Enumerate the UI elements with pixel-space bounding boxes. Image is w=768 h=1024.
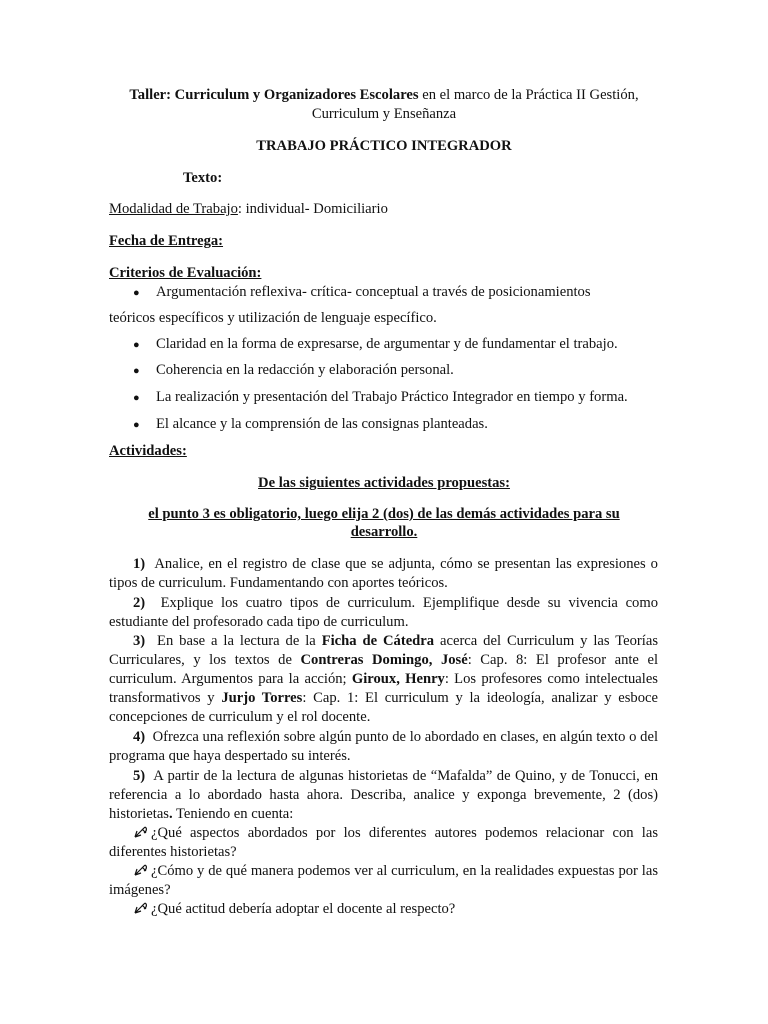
actividad-1 [109,555,658,593]
criterios-label [109,264,261,283]
criterio-item-1-cont: teóricos específicos y utilización de lenguaje específico. [109,310,437,326]
modalidad-label: Modalidad de Trabajo [109,201,238,217]
modalidad-value: : individual- Domiciliario [237,201,388,217]
actividad-5-text-1: A partir de la lectura de algunas historietas de “Mafalda” de Quino, y de Tonucci, en referencia a lo abordado hasta ahora. Describa, analice y exponga brevemente, 2 (dos) historietas [109,768,658,822]
actividad-1-num: 1) [133,556,146,572]
quill-pen-icon [133,901,149,915]
modalidad-line [109,200,388,219]
actividad-3-text-4: : Los profesores como intelectuales transformativos y [109,671,658,706]
criterio-item-5: El alcance y la comprensión de las consignas planteadas. [156,416,488,432]
actividades-heading-2b [0,523,768,542]
actividades-heading-2-text: el punto 3 es obligatorio, luego elija 2 (dos) de las demás actividades para su [148,506,620,522]
actividad-3-num: 3) [133,633,146,649]
bullet-dot: ● [133,287,140,299]
actividad-3 [109,632,658,727]
texto-label-text: Texto: [183,170,223,186]
question-1 [109,824,658,862]
actividad-3-text-5: : Cap. 1: El curriculum y la ideología, analizar y esboce concepciones de curriculum y el rol docente. [109,690,658,725]
texto-label [183,169,222,188]
doc-title [0,137,768,156]
criterios-label-text: Criterios de Evaluación: [109,265,262,281]
actividades-label [109,442,187,461]
actividad-2-text: Explique los cuatro tipos de curriculum. Ejemplifique desde su vivencia como estudiante del profesorado cada tipo de curriculum. [109,595,659,630]
question-1-text: ¿Qué aspectos abordados por los diferentes autores podemos relacionar con las diferentes historietas? [109,825,658,860]
actividad-4 [109,728,658,766]
quill-pen-icon [133,863,149,877]
actividad-5 [109,767,658,824]
fecha-label [109,232,223,251]
actividad-1-text: Analice, en el registro de clase que se adjunta, cómo se presentan las expresiones o tipos de curriculum. Fundamentando con aportes teóricos. [109,556,658,591]
fecha-label-text: Fecha de Entrega: [109,233,224,249]
criterio-item-1: Argumentación reflexiva- crítica- conceptual a través de posicionamientos [156,284,591,300]
question-2 [109,862,658,900]
author-giroux: Giroux, Henry [351,671,445,687]
doc-title-text: TRABAJO PRÁCTICO INTEGRADOR [256,138,512,154]
criterio-item-2: Claridad en la forma de expresarse, de argumentar y de fundamentar el trabajo. [156,336,618,352]
actividades-heading-1-text: De las siguientes actividades propuestas: [258,475,510,491]
bullet-dot: ● [133,339,140,351]
criterio-item-4: La realización y presentación del Trabajo Práctico Integrador en tiempo y forma. [156,389,628,405]
taller-title: Taller: Curriculum y Organizadores Escolares [129,87,419,103]
actividad-2 [109,594,658,632]
bullet-dot: ● [133,365,140,377]
actividades-heading-2 [0,505,768,524]
actividad-3-text-1: En base a la lectura de la [157,633,322,649]
question-3-text: ¿Qué actitud debería adoptar el docente al respecto? [151,901,456,917]
actividad-4-num: 4) [133,729,146,745]
author-torres: Jurjo Torres [221,690,303,706]
actividades-heading-1 [0,474,768,493]
taller-line [0,86,768,105]
question-2-text: ¿Cómo y de qué manera podemos ver al curriculum, en la realidades expuestas por las imágenes? [109,863,658,898]
actividades-label-text: Actividades: [109,443,187,459]
actividad-2-num: 2) [133,595,146,611]
actividad-5-num: 5) [133,768,146,784]
quill-pen-icon [133,825,149,839]
actividad-4-text: Ofrezca una reflexión sobre algún punto de lo abordado en clases, en algún texto o del programa que haya despertado su interés. [109,729,658,764]
bullet-dot: ● [133,392,140,404]
criterio-item-3: Coherencia en la redacción y elaboración personal. [156,362,454,378]
actividad-5-period: . [169,806,173,822]
actividad-5-text-2: Teniendo en cuenta: [172,806,294,822]
actividad-3-text-3: : Cap. 8: El profesor ante el curriculum. Argumentos para la acción; [109,652,658,687]
question-3 [109,900,658,919]
actividad-3-text-2: acerca del Curriculum y las Teorías Curriculares, y los textos de [109,633,658,668]
ficha-catedra: Ficha de Cátedra [321,633,435,649]
taller-context: en el marco de la Práctica II Gestión, [418,87,639,103]
bullet-dot: ● [133,419,140,431]
actividades-heading-2b-text: desarrollo. [350,524,418,540]
author-contreras: Contreras Domingo, José [300,652,468,668]
taller-line-2: Curriculum y Enseñanza [311,106,457,122]
